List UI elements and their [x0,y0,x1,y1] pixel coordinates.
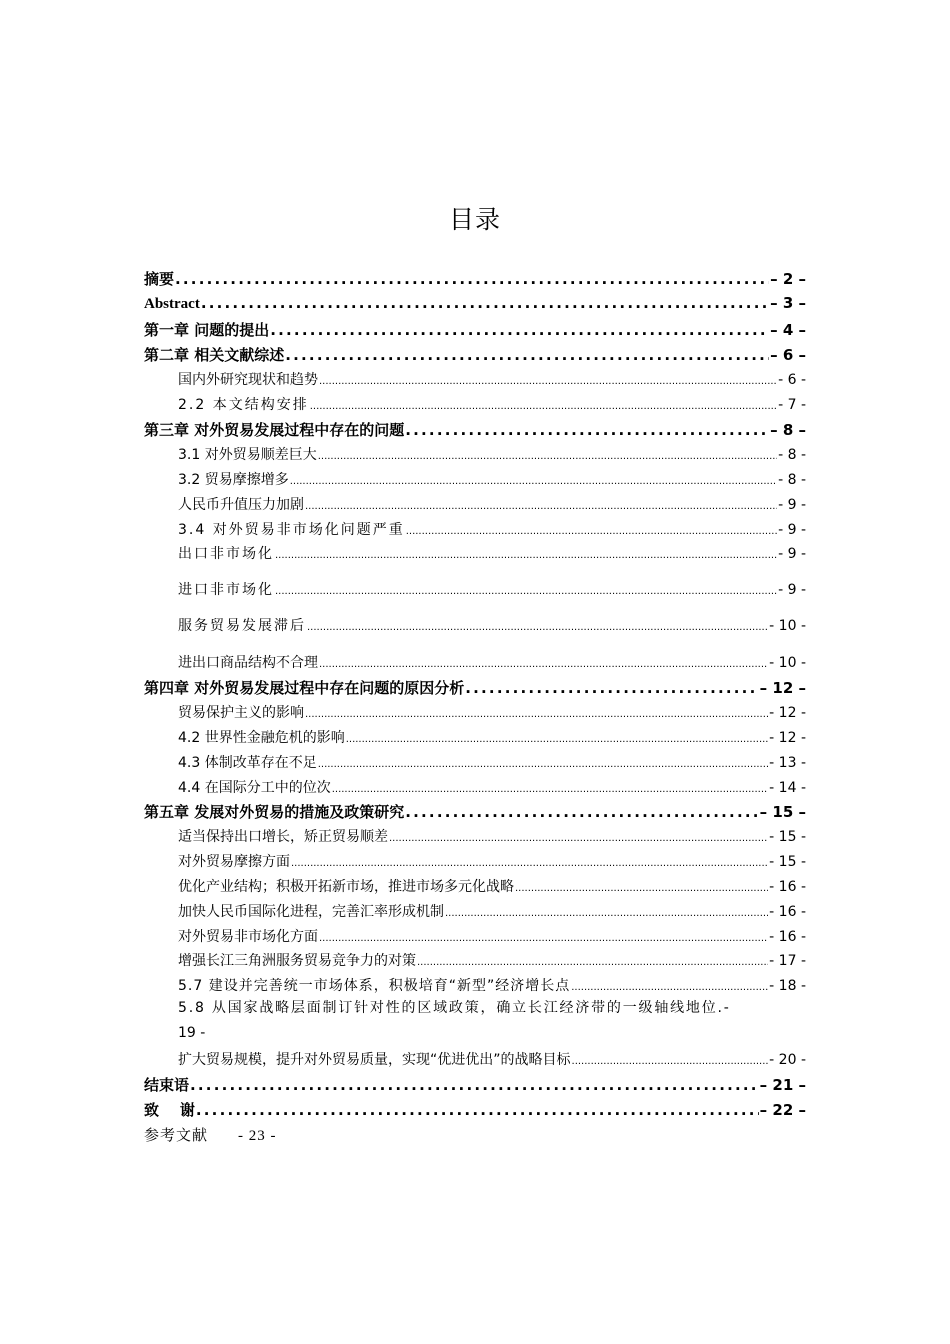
dot-leader [319,933,768,944]
dot-leader [175,270,769,288]
toc-entry-section[interactable] [178,752,806,772]
toc-entry-label: 进出口商品结构不合理 [178,655,318,671]
toc-entry-chapter-5[interactable] [144,801,806,822]
toc-entry-abstract-en[interactable] [144,294,806,313]
toc-entry-label: 对外贸易摩擦方面 [178,854,290,870]
dot-leader [346,734,768,745]
toc-entry-section[interactable] [178,975,806,995]
toc-page-number: - 15 - [769,854,806,870]
toc-entry-label: 3.4 对外贸易非市场化问题严重 [178,522,405,538]
toc-page-number: - 8 - [778,447,806,463]
toc-entry-section-wrapped[interactable] [178,996,806,1046]
dot-leader [291,858,768,869]
dot-leader [571,982,768,993]
dot-leader [307,622,768,633]
toc-entry-section[interactable] [178,615,806,635]
toc-page-number: 19 - [178,1025,206,1041]
toc-entry-label: 对外贸易非市场化方面 [178,929,318,945]
toc-page-number: – 8 – [770,421,806,439]
toc-entry-section[interactable] [178,702,806,722]
toc-entry-section[interactable] [178,826,806,846]
toc-page-number: - 17 - [769,953,806,969]
toc-entry-acknowledgements[interactable] [144,1099,806,1120]
dot-leader [572,1056,769,1067]
toc-entry-label: 出口非市场化 [178,546,274,562]
toc-entry-label: 参考文献 [144,1128,209,1144]
toc-entry-label: 摘要 [144,270,175,288]
toc-entry-section[interactable] [178,519,806,539]
dot-leader [270,321,769,339]
dot-leader [275,586,777,597]
toc-entry-section[interactable] [178,950,806,970]
toc-page-number: - 7 - [778,397,806,413]
toc-entry-section[interactable] [178,543,806,563]
toc-page-number: - 18 - [769,978,806,994]
toc-entry-section[interactable] [178,579,806,599]
toc-entry-section[interactable] [178,926,806,946]
toc-page-number: – 2 – [770,270,806,288]
toc-entry-label: 4.4 在国际分工中的位次 [178,780,331,796]
dot-leader [285,346,769,364]
toc-entry-section[interactable] [178,494,806,514]
toc-entry-section[interactable] [178,901,806,921]
toc-entry-section[interactable] [178,444,806,464]
dot-leader [318,759,768,770]
toc-page-number: - 9 - [778,546,806,562]
dot-leader [318,451,777,462]
toc-page-number: - 9 - [778,522,806,538]
toc-entry-label: 4.2 世界性金融危机的影响 [178,730,345,746]
toc-entry-label: 第五章 发展对外贸易的措施及政策研究 [144,803,405,821]
dot-leader [275,550,777,561]
toc-entry-conclusion[interactable] [144,1074,806,1095]
toc-entry-label: 贸易保护主义的影响 [178,705,304,721]
toc-page-number: - 16 - [769,904,806,920]
toc-page-number: – 4 – [770,321,806,339]
toc-page-number: - 14 - [769,780,806,796]
toc-entry-label: Abstract [144,296,200,312]
toc-entry-label: 扩大贸易规模，提升对外贸易质量，实现“优进优出”的战略目标 [178,1052,571,1068]
toc-entry-label: 3.1 对外贸易顺差巨大 [178,447,317,463]
dot-leader [332,784,768,795]
dot-leader [305,501,777,512]
toc-page-number: - 20 - [769,1052,806,1068]
toc-entry-label: 优化产业结构；积极开拓新市场，推进市场多元化战略 [178,879,514,895]
toc-entry-label: 第一章 问题的提出 [144,321,270,339]
toc-entry-label: 加快人民币国际化进程，完善汇率形成机制 [178,904,444,920]
dot-leader [310,401,777,412]
toc-page-number: – 3 – [770,294,806,312]
toc-entry-chapter-2[interactable] [144,344,806,365]
dot-leader [201,294,769,312]
toc-entry-label: 5.8 从国家战略层面制订针对性的区域政策，确立长江经济带的一级轴线地位.- [178,1000,731,1016]
dot-leader [319,376,777,387]
page-title: 目录 [448,205,501,234]
toc-page-number: - 16 - [769,929,806,945]
toc-page-number: - 23 - [238,1128,277,1144]
toc-entry-chapter-3[interactable] [144,419,806,440]
toc-entry-chapter-4[interactable] [144,677,806,698]
toc-page-number: - 9 - [778,582,806,598]
toc-entry-section[interactable] [178,652,806,672]
toc-entry-label: 3.2 贸易摩擦增多 [178,472,289,488]
toc-entry-label: 5.7 建设并完善统一市场体系，积极培育“新型”经济增长点 [178,978,571,994]
toc-page-number: - 13 - [769,755,806,771]
toc-entry-label: 服务贸易发展滞后 [178,618,306,634]
toc-page-number: - 10 - [769,655,806,671]
toc-entry-section[interactable] [178,469,806,489]
toc-entry-section[interactable] [178,1049,806,1069]
toc-entry-label: 人民币升值压力加剧 [178,497,304,513]
toc-page-number: - 15 - [769,829,806,845]
dot-leader [196,1101,759,1119]
toc-entry-label: 4.3 体制改革存在不足 [178,755,317,771]
toc-entry-label: 第三章 对外贸易发展过程中存在的问题 [144,421,405,439]
toc-entry-section[interactable] [178,876,806,896]
dot-leader [465,679,758,697]
toc-page-number: - 16 - [769,879,806,895]
toc-entry-abstract-cn[interactable] [144,268,806,289]
dot-leader [445,908,768,919]
toc-page-number: - 12 - [769,730,806,746]
toc-page-number: – 22 – [759,1101,806,1119]
toc-page-number: – 12 – [759,679,806,697]
dot-leader [405,803,758,821]
toc-entry-label: 第二章 相关文献综述 [144,346,285,364]
toc-page-number: - 8 - [778,472,806,488]
dot-leader [406,526,777,537]
dot-leader [515,883,768,894]
toc-page-number: – 15 – [759,803,806,821]
toc-entry-section[interactable] [178,394,806,414]
toc-entry-label: 2.2 本文结构安排 [178,397,309,413]
toc-page-number: - 6 - [778,372,806,388]
toc-entry-label: 国内外研究现状和趋势 [178,372,318,388]
toc-entry-label: 适当保持出口增长，矫正贸易顺差 [178,829,388,845]
toc-entry-label: 第四章 对外贸易发展过程中存在问题的原因分析 [144,679,465,697]
toc-page-number: – 6 – [770,346,806,364]
dot-leader [190,1076,759,1094]
toc-page-number: – 21 – [759,1076,806,1094]
toc-entry-section[interactable] [178,851,806,871]
toc-entry-section[interactable] [178,777,806,797]
dot-leader [405,421,769,439]
dot-leader [290,476,777,487]
toc-page-number: - 9 - [778,497,806,513]
dot-leader [305,709,768,720]
toc-entry-label: 结束语 [144,1076,190,1094]
dot-leader [417,957,768,968]
toc-entry-references[interactable] [144,1124,277,1145]
toc-entry-label: 致 谢 [144,1101,195,1119]
toc-entry-section[interactable] [178,369,806,389]
dot-leader [319,659,768,670]
dot-leader [389,833,768,844]
toc-entry-chapter-1[interactable] [144,319,806,340]
toc-entry-label: 进口非市场化 [178,582,274,598]
toc-page-number: - 12 - [769,705,806,721]
toc-page-number: - 10 - [769,618,806,634]
toc-entry-section[interactable] [178,727,806,747]
toc-entry-label: 增强长江三角洲服务贸易竞争力的对策 [178,953,416,969]
